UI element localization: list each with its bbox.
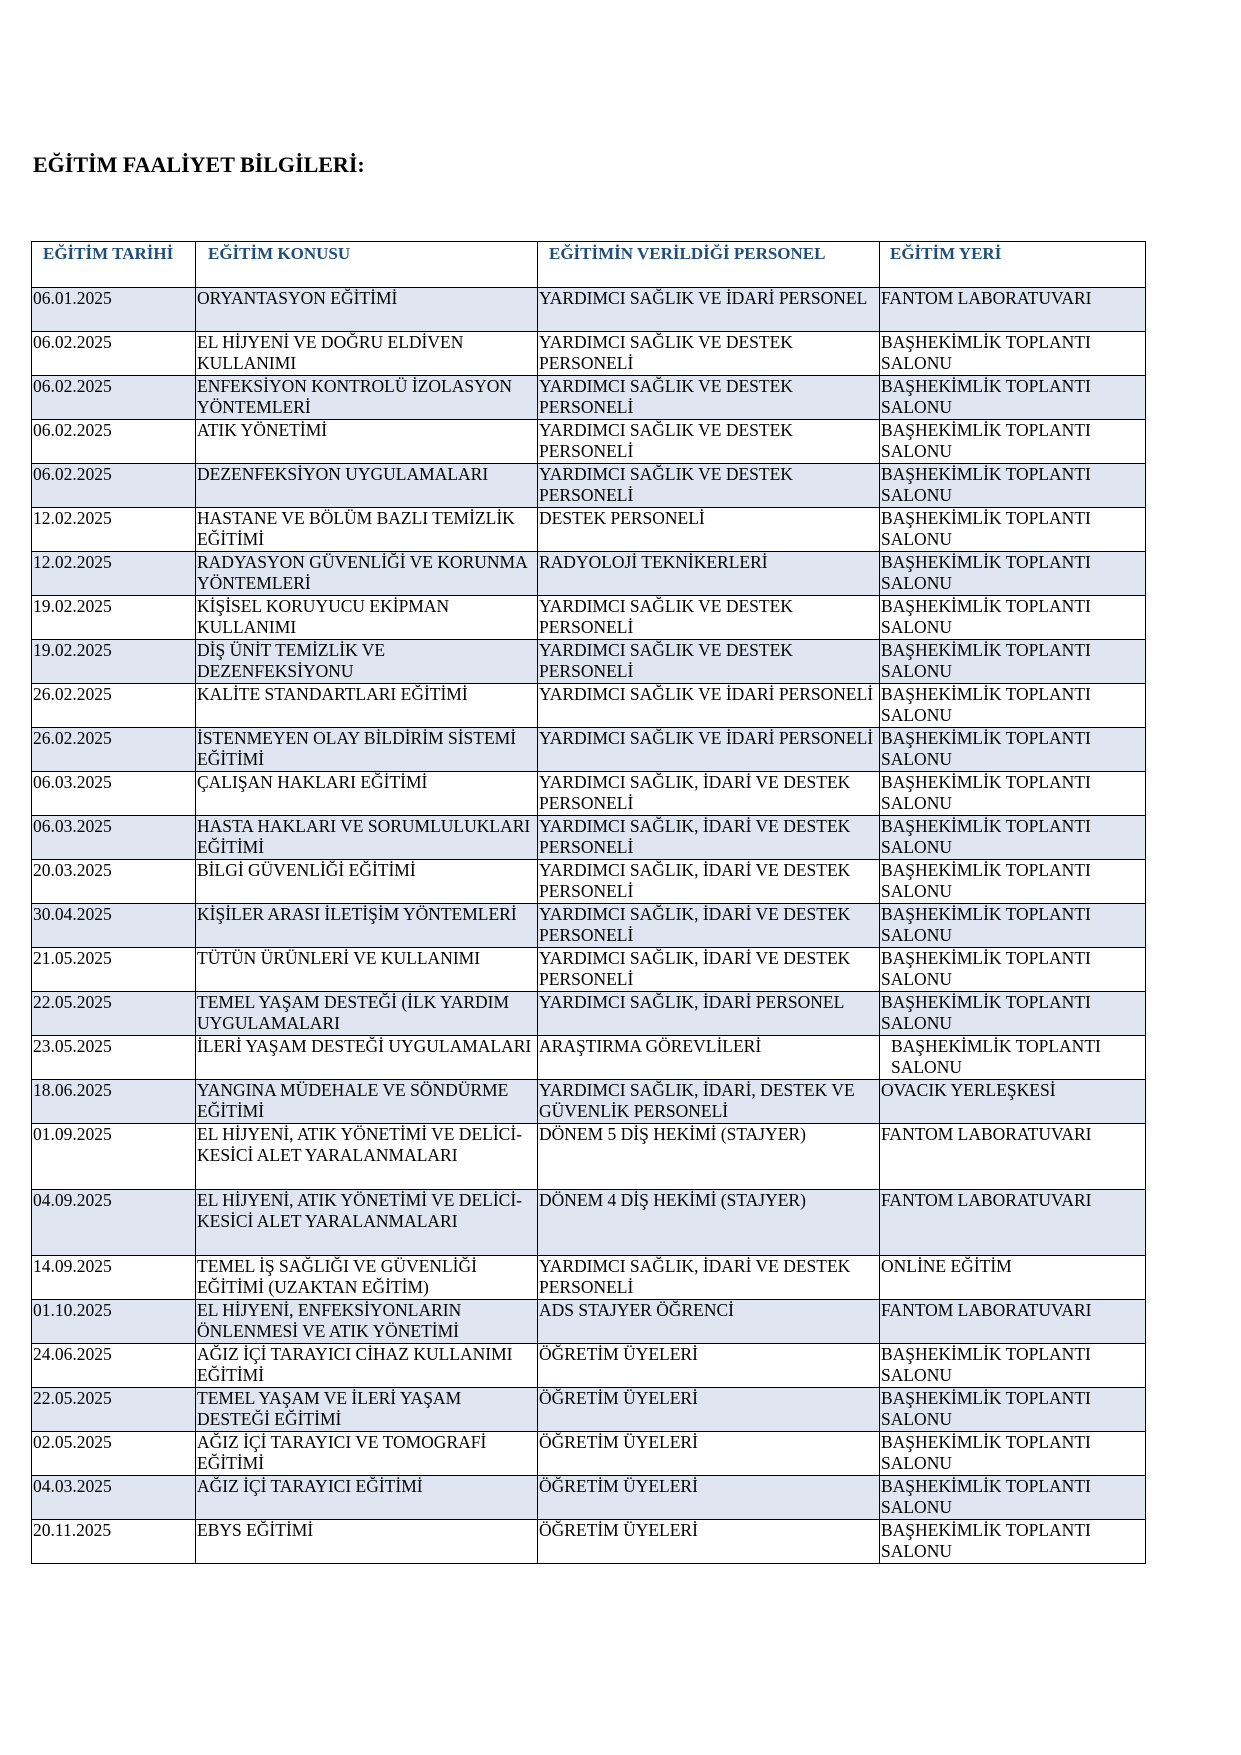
- cell-topic: EBYS EĞİTİMİ: [196, 1520, 538, 1564]
- header-topic: EĞİTİM KONUSU: [196, 242, 538, 288]
- cell-date: 21.05.2025: [32, 948, 196, 992]
- header-personnel: EĞİTİMİN VERİLDİĞİ PERSONEL: [538, 242, 880, 288]
- cell-date: 04.03.2025: [32, 1476, 196, 1520]
- cell-place: BAŞHEKİMLİK TOPLANTI SALONU: [880, 1520, 1146, 1564]
- cell-place: BAŞHEKİMLİK TOPLANTI SALONU: [880, 420, 1146, 464]
- table-row: [32, 1300, 1146, 1344]
- cell-personnel: YARDIMCI SAĞLIK VE DESTEK PERSONELİ: [538, 640, 880, 684]
- table-row: [32, 552, 1146, 596]
- cell-personnel: YARDIMCI SAĞLIK, İDARİ VE DESTEK PERSONELİ: [538, 904, 880, 948]
- table-row: [32, 332, 1146, 376]
- table-row: [32, 1388, 1146, 1432]
- cell-topic: KALİTE STANDARTLARI EĞİTİMİ: [196, 684, 538, 728]
- cell-place: BAŞHEKİMLİK TOPLANTI SALONU: [880, 684, 1146, 728]
- cell-topic: BİLGİ GÜVENLİĞİ EĞİTİMİ: [196, 860, 538, 904]
- cell-place: FANTOM LABORATUVARI: [880, 1190, 1146, 1256]
- cell-date: 06.01.2025: [32, 288, 196, 332]
- cell-place: BAŞHEKİMLİK TOPLANTI SALONU: [880, 596, 1146, 640]
- cell-personnel: DÖNEM 5 DİŞ HEKİMİ (STAJYER): [538, 1124, 880, 1190]
- table-row: [32, 1432, 1146, 1476]
- table-row: [32, 1476, 1146, 1520]
- table-body: [32, 288, 1146, 1564]
- cell-personnel: ÖĞRETİM ÜYELERİ: [538, 1344, 880, 1388]
- table-row: [32, 728, 1146, 772]
- cell-personnel: ARAŞTIRMA GÖREVLİLERİ: [538, 1036, 880, 1080]
- table-row: [32, 904, 1146, 948]
- cell-place: FANTOM LABORATUVARI: [880, 1300, 1146, 1344]
- cell-personnel: YARDIMCI SAĞLIK, İDARİ VE DESTEK PERSONELİ: [538, 772, 880, 816]
- cell-date: 01.09.2025: [32, 1124, 196, 1190]
- table-row: [32, 376, 1146, 420]
- cell-personnel: YARDIMCI SAĞLIK VE DESTEK PERSONELİ: [538, 420, 880, 464]
- cell-topic: İSTENMEYEN OLAY BİLDİRİM SİSTEMİ EĞİTİMİ: [196, 728, 538, 772]
- cell-personnel: YARDIMCI SAĞLIK, İDARİ VE DESTEK PERSONELİ: [538, 816, 880, 860]
- cell-personnel: YARDIMCI SAĞLIK VE İDARİ PERSONELİ: [538, 684, 880, 728]
- cell-date: 26.02.2025: [32, 684, 196, 728]
- table-row: [32, 508, 1146, 552]
- page-title: EĞİTİM FAALİYET BİLGİLERİ:: [33, 152, 365, 177]
- cell-place: BAŞHEKİMLİK TOPLANTI SALONU: [880, 1036, 1146, 1080]
- table-row: [32, 1190, 1146, 1256]
- cell-personnel: YARDIMCI SAĞLIK, İDARİ PERSONEL: [538, 992, 880, 1036]
- cell-date: 26.02.2025: [32, 728, 196, 772]
- cell-date: 19.02.2025: [32, 640, 196, 684]
- cell-topic: AĞIZ İÇİ TARAYICI EĞİTİMİ: [196, 1476, 538, 1520]
- cell-topic: AĞIZ İÇİ TARAYICI CİHAZ KULLANIMI EĞİTİMİ: [196, 1344, 538, 1388]
- table-row: [32, 684, 1146, 728]
- cell-place: BAŞHEKİMLİK TOPLANTI SALONU: [880, 552, 1146, 596]
- cell-date: 30.04.2025: [32, 904, 196, 948]
- cell-date: 06.02.2025: [32, 376, 196, 420]
- cell-topic: DİŞ ÜNİT TEMİZLİK VE DEZENFEKSİYONU: [196, 640, 538, 684]
- cell-place: BAŞHEKİMLİK TOPLANTI SALONU: [880, 728, 1146, 772]
- table-row: [32, 640, 1146, 684]
- training-table: [31, 241, 1146, 1564]
- cell-topic: TEMEL YAŞAM DESTEĞİ (İLK YARDIM UYGULAMALARI: [196, 992, 538, 1036]
- table-row: [32, 1124, 1146, 1190]
- cell-place: BAŞHEKİMLİK TOPLANTI SALONU: [880, 464, 1146, 508]
- cell-place: BAŞHEKİMLİK TOPLANTI SALONU: [880, 1476, 1146, 1520]
- cell-date: 06.02.2025: [32, 332, 196, 376]
- cell-personnel: YARDIMCI SAĞLIK VE DESTEK PERSONELİ: [538, 376, 880, 420]
- cell-topic: ENFEKSİYON KONTROLÜ İZOLASYON YÖNTEMLERİ: [196, 376, 538, 420]
- cell-personnel: YARDIMCI SAĞLIK VE İDARİ PERSONELİ: [538, 728, 880, 772]
- cell-topic: YANGINA MÜDEHALE VE SÖNDÜRME EĞİTİMİ: [196, 1080, 538, 1124]
- cell-personnel: ÖĞRETİM ÜYELERİ: [538, 1388, 880, 1432]
- cell-place: OVACIK YERLEŞKESİ: [880, 1080, 1146, 1124]
- cell-topic: RADYASYON GÜVENLİĞİ VE KORUNMA YÖNTEMLERİ: [196, 552, 538, 596]
- cell-date: 23.05.2025: [32, 1036, 196, 1080]
- cell-date: 20.03.2025: [32, 860, 196, 904]
- cell-topic: EL HİJYENİ, ENFEKSİYONLARIN ÖNLENMESİ VE ATIK YÖNETİMİ: [196, 1300, 538, 1344]
- cell-topic: TEMEL İŞ SAĞLIĞI VE GÜVENLİĞİ EĞİTİMİ (UZAKTAN EĞİTİM): [196, 1256, 538, 1300]
- table-row: [32, 772, 1146, 816]
- cell-date: 12.02.2025: [32, 508, 196, 552]
- cell-personnel: RADYOLOJİ TEKNİKERLERİ: [538, 552, 880, 596]
- cell-personnel: YARDIMCI SAĞLIK, İDARİ VE DESTEK PERSONELİ: [538, 860, 880, 904]
- cell-topic: ATIK YÖNETİMİ: [196, 420, 538, 464]
- header-date: EĞİTİM TARİHİ: [32, 242, 196, 288]
- table-row: [32, 948, 1146, 992]
- cell-topic: AĞIZ İÇİ TARAYICI VE TOMOGRAFİ EĞİTİMİ: [196, 1432, 538, 1476]
- cell-personnel: YARDIMCI SAĞLIK VE İDARİ PERSONEL: [538, 288, 880, 332]
- cell-date: 02.05.2025: [32, 1432, 196, 1476]
- cell-place: FANTOM LABORATUVARI: [880, 1124, 1146, 1190]
- cell-place: FANTOM LABORATUVARI: [880, 288, 1146, 332]
- cell-topic: TÜTÜN ÜRÜNLERİ VE KULLANIMI: [196, 948, 538, 992]
- cell-place: BAŞHEKİMLİK TOPLANTI SALONU: [880, 640, 1146, 684]
- cell-date: 22.05.2025: [32, 1388, 196, 1432]
- cell-place: BAŞHEKİMLİK TOPLANTI SALONU: [880, 772, 1146, 816]
- cell-personnel: ÖĞRETİM ÜYELERİ: [538, 1476, 880, 1520]
- table-header-row: [32, 242, 1146, 288]
- cell-place: BAŞHEKİMLİK TOPLANTI SALONU: [880, 332, 1146, 376]
- header-place: EĞİTİM YERİ: [880, 242, 1146, 288]
- table-row: [32, 288, 1146, 332]
- table-row: [32, 596, 1146, 640]
- cell-topic: ORYANTASYON EĞİTİMİ: [196, 288, 538, 332]
- table-row: [32, 1520, 1146, 1564]
- cell-place: BAŞHEKİMLİK TOPLANTI SALONU: [880, 860, 1146, 904]
- table-row: [32, 464, 1146, 508]
- table-row: [32, 1256, 1146, 1300]
- cell-date: 06.02.2025: [32, 420, 196, 464]
- cell-personnel: ADS STAJYER ÖĞRENCİ: [538, 1300, 880, 1344]
- cell-date: 01.10.2025: [32, 1300, 196, 1344]
- cell-date: 12.02.2025: [32, 552, 196, 596]
- cell-personnel: DESTEK PERSONELİ: [538, 508, 880, 552]
- cell-date: 06.03.2025: [32, 772, 196, 816]
- cell-place: BAŞHEKİMLİK TOPLANTI SALONU: [880, 376, 1146, 420]
- cell-personnel: YARDIMCI SAĞLIK VE DESTEK PERSONELİ: [538, 596, 880, 640]
- table-row: [32, 1344, 1146, 1388]
- cell-place: BAŞHEKİMLİK TOPLANTI SALONU: [880, 816, 1146, 860]
- cell-personnel: YARDIMCI SAĞLIK, İDARİ, DESTEK VE GÜVENLİK PERSONELİ: [538, 1080, 880, 1124]
- cell-date: 19.02.2025: [32, 596, 196, 640]
- table-row: [32, 860, 1146, 904]
- cell-place: ONLİNE EĞİTİM: [880, 1256, 1146, 1300]
- table-row: [32, 816, 1146, 860]
- cell-topic: TEMEL YAŞAM VE İLERİ YAŞAM DESTEĞİ EĞİTİMİ: [196, 1388, 538, 1432]
- cell-date: 06.03.2025: [32, 816, 196, 860]
- cell-topic: İLERİ YAŞAM DESTEĞİ UYGULAMALARI: [196, 1036, 538, 1080]
- cell-date: 24.06.2025: [32, 1344, 196, 1388]
- cell-personnel: YARDIMCI SAĞLIK, İDARİ VE DESTEK PERSONELİ: [538, 1256, 880, 1300]
- cell-personnel: ÖĞRETİM ÜYELERİ: [538, 1520, 880, 1564]
- table-row: [32, 1036, 1146, 1080]
- cell-topic: EL HİJYENİ, ATIK YÖNETİMİ VE DELİCİ-KESİCİ ALET YARALANMALARI: [196, 1190, 538, 1256]
- cell-topic: EL HİJYENİ VE DOĞRU ELDİVEN KULLANIMI: [196, 332, 538, 376]
- cell-topic: EL HİJYENİ, ATIK YÖNETİMİ VE DELİCİ-KESİCİ ALET YARALANMALARI: [196, 1124, 538, 1190]
- cell-date: 20.11.2025: [32, 1520, 196, 1564]
- cell-date: 06.02.2025: [32, 464, 196, 508]
- cell-personnel: DÖNEM 4 DİŞ HEKİMİ (STAJYER): [538, 1190, 880, 1256]
- cell-personnel: YARDIMCI SAĞLIK VE DESTEK PERSONELİ: [538, 332, 880, 376]
- cell-date: 04.09.2025: [32, 1190, 196, 1256]
- cell-place: BAŞHEKİMLİK TOPLANTI SALONU: [880, 1344, 1146, 1388]
- cell-personnel: YARDIMCI SAĞLIK VE DESTEK PERSONELİ: [538, 464, 880, 508]
- cell-topic: DEZENFEKSİYON UYGULAMALARI: [196, 464, 538, 508]
- cell-topic: ÇALIŞAN HAKLARI EĞİTİMİ: [196, 772, 538, 816]
- table-row: [32, 992, 1146, 1036]
- cell-personnel: ÖĞRETİM ÜYELERİ: [538, 1432, 880, 1476]
- cell-place: BAŞHEKİMLİK TOPLANTI SALONU: [880, 1432, 1146, 1476]
- table-row: [32, 1080, 1146, 1124]
- cell-place: BAŞHEKİMLİK TOPLANTI SALONU: [880, 508, 1146, 552]
- cell-place: BAŞHEKİMLİK TOPLANTI SALONU: [880, 992, 1146, 1036]
- table-row: [32, 420, 1146, 464]
- cell-date: 22.05.2025: [32, 992, 196, 1036]
- cell-topic: HASTA HAKLARI VE SORUMLULUKLARI EĞİTİMİ: [196, 816, 538, 860]
- cell-place: BAŞHEKİMLİK TOPLANTI SALONU: [880, 904, 1146, 948]
- cell-topic: KİŞİSEL KORUYUCU EKİPMAN KULLANIMI: [196, 596, 538, 640]
- cell-place: BAŞHEKİMLİK TOPLANTI SALONU: [880, 1388, 1146, 1432]
- cell-topic: HASTANE VE BÖLÜM BAZLI TEMİZLİK EĞİTİMİ: [196, 508, 538, 552]
- cell-date: 18.06.2025: [32, 1080, 196, 1124]
- cell-personnel: YARDIMCI SAĞLIK, İDARİ VE DESTEK PERSONELİ: [538, 948, 880, 992]
- cell-date: 14.09.2025: [32, 1256, 196, 1300]
- cell-topic: KİŞİLER ARASI İLETİŞİM YÖNTEMLERİ: [196, 904, 538, 948]
- cell-place: BAŞHEKİMLİK TOPLANTI SALONU: [880, 948, 1146, 992]
